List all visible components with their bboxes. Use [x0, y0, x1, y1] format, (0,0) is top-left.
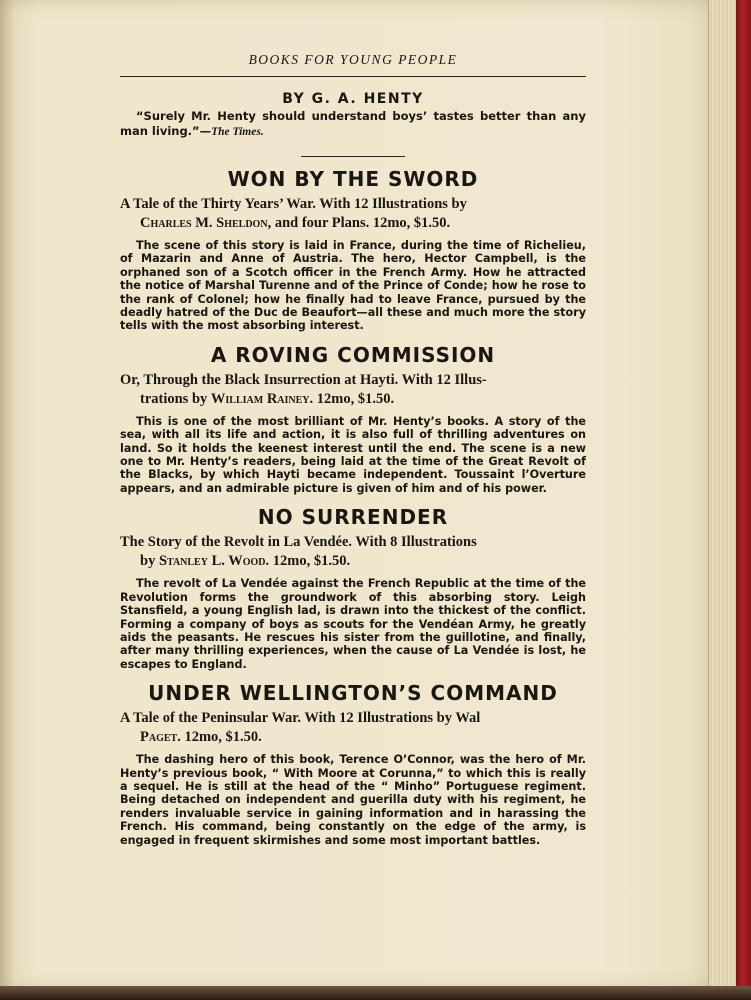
- illustrator-name: Charles M. Sheldon: [140, 215, 268, 231]
- book-subtitle: [120, 195, 586, 233]
- book-subtitle-line1: The Story of the Revolt in La Vendée. With 8 Illustrations: [120, 534, 477, 551]
- book-subtitle-line2: Paget. 12mo, $1.50.: [140, 729, 262, 746]
- page-edges: [708, 0, 737, 992]
- book-subtitle-line1: Or, Through the Black Insurrection at Hayti. With 12 Illus-: [120, 371, 487, 388]
- book-subtitle-line2: Charles M. Sheldon, and four Plans. 12mo, $1.50.: [140, 215, 451, 231]
- illustrator-name: Paget: [140, 729, 178, 746]
- author-heading: BY G. A. HENTY: [282, 91, 424, 107]
- illustrator-name: Stanley L. Wood: [158, 553, 266, 570]
- book-description: The revolt of La Vendée against the French Republic at the time of the Revolution forms the groundwork of this absorbing story. Leigh Stansfield, a young English lad, is drawn into the thickest of the conflict. Forming a company of boys as scouts for the Vendéan Army, he greatly aids the peasants. He rescues his sister from the guillotine, and finally, after many thrilling experiences, when the cause of La Vendée is lost, he escapes to England.: [120, 577, 586, 671]
- bottom-edge: [0, 986, 751, 1000]
- book-subtitle-line2: by Stanley L. Wood. 12mo, $1.50.: [140, 553, 351, 570]
- book-subtitle-line1: A Tale of the Peninsular War. With 12 Illustrations by Wal: [120, 710, 481, 727]
- book-subtitle-line1: A Tale of the Thirty Years’ War. With 12 Illustrations by: [120, 196, 467, 212]
- book-title: UNDER WELLINGTON’S COMMAND: [148, 681, 558, 706]
- book-description: This is one of the most brilliant of Mr. Henty’s books. A story of the sea, with all its life and action, it is also full of thrilling adventures on land. So it holds the keenest interest until the end. The scene is a new one to Mr. Henty’s readers, being laid at the time of the Great Revolt of the Blacks, by which Hayti became independent. Toussaint l’Overture appears, and an admirable picture is given of him and of his power.: [120, 414, 586, 495]
- book-subtitle-line2: trations by William Rainey. 12mo, $1.50.: [140, 390, 395, 407]
- book-description: The scene of this story is laid in France, during the time of Richelieu, of Mazarin and Anne of Austria. The hero, Hector Campbell, is the orphaned son of a Scotch officer in the French Army. How he attracted the notice of Marshal Turenne and of the Prince of Conde; how he rose to the rank of Colonel; how he finally had to leave France, pursued by the deadly hatred of the Duc de Beaufort—all these and much more the story tells with the most absorbing interest.: [120, 239, 586, 333]
- section-rule: [301, 156, 405, 157]
- quote: [120, 109, 586, 140]
- book-subtitle: [120, 533, 586, 571]
- book-entry: [120, 505, 586, 671]
- quote-source: The Times.: [211, 126, 264, 138]
- page-content: [120, 52, 586, 857]
- book-description: The dashing hero of this book, Terence O’Connor, was the hero of Mr. Henty’s previous book, “ With Moore at Corunna,” to which this is really a sequel. He is still at the head of the “ Minho” Portuguese regiment. Being detached on independent and guerilla duty with his regiment, he renders invaluable service in gaining information and in harassing the French. His command, being constantly on the edge of the army, is engaged in frequent skirmishes and some most important battles.: [120, 753, 586, 847]
- book-entry: [120, 343, 586, 495]
- book-title: NO SURRENDER: [257, 505, 449, 530]
- quote-text: “Surely Mr. Henty should understand boys’ tastes better than any man living.”—: [120, 109, 586, 138]
- illustrator-name: William Rainey: [210, 390, 310, 407]
- book-entry: [120, 167, 586, 333]
- cover-edge: [736, 0, 751, 1000]
- book-title: WON BY THE SWORD: [227, 167, 479, 191]
- book-entry: [120, 681, 586, 847]
- book-title: A ROVING COMMISSION: [210, 342, 496, 367]
- running-head: BOOKS FOR YOUNG PEOPLE: [120, 52, 586, 77]
- book-subtitle: [120, 371, 586, 409]
- book-subtitle: [120, 709, 586, 747]
